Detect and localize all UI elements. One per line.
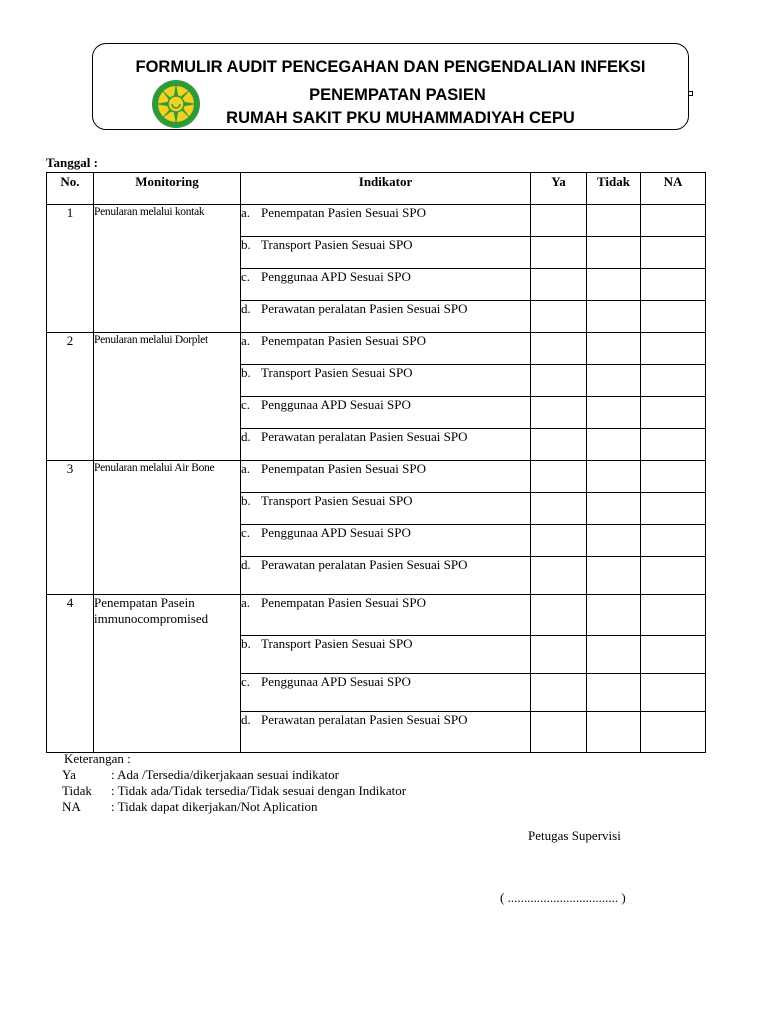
indikator-text: Penempatan Pasien Sesuai SPO bbox=[261, 595, 427, 610]
legend-key: NA bbox=[62, 799, 81, 814]
legend-title: Keterangan : bbox=[64, 751, 131, 766]
monitoring-cell: Penularan melalui Air Bone bbox=[94, 461, 241, 595]
legend-text: : Tidak dapat dikerjakan/Not Aplication bbox=[111, 799, 318, 814]
audit-table bbox=[46, 172, 706, 753]
indikator-text: Penggunaa APD Sesuai SPO bbox=[261, 397, 411, 412]
monitoring-cell: Penularan melalui Dorplet bbox=[94, 333, 241, 461]
col-header-monitoring: Monitoring bbox=[94, 173, 241, 205]
check-cell-ya[interactable] bbox=[531, 269, 587, 301]
check-cell-ya[interactable] bbox=[531, 301, 587, 333]
indikator-letter: d. bbox=[241, 301, 251, 316]
hospital-name: RUMAH SAKIT PKU MUHAMMADIYAH CEPU bbox=[226, 109, 575, 127]
check-cell-na[interactable] bbox=[641, 429, 706, 461]
indikator-letter: b. bbox=[241, 237, 251, 252]
indikator-text: Penempatan Pasien Sesuai SPO bbox=[261, 205, 427, 220]
indikator-cell bbox=[241, 333, 531, 365]
indikator-letter: c. bbox=[241, 397, 251, 412]
check-cell-ya[interactable] bbox=[531, 205, 587, 237]
check-cell-ya[interactable] bbox=[531, 397, 587, 429]
legend-key: Tidak bbox=[62, 783, 92, 798]
check-cell-ya[interactable] bbox=[531, 525, 587, 557]
check-cell-tidak[interactable] bbox=[587, 636, 641, 674]
indikator-cell bbox=[241, 365, 531, 397]
col-header-na: NA bbox=[641, 173, 706, 205]
check-cell-na[interactable] bbox=[641, 525, 706, 557]
indikator-cell bbox=[241, 205, 531, 237]
indikator-cell bbox=[241, 636, 531, 674]
check-cell-tidak[interactable] bbox=[587, 365, 641, 397]
header-corner-mark bbox=[688, 91, 693, 96]
check-cell-ya[interactable] bbox=[531, 333, 587, 365]
check-cell-na[interactable] bbox=[641, 461, 706, 493]
indikator-letter: b. bbox=[241, 493, 251, 508]
check-cell-na[interactable] bbox=[641, 301, 706, 333]
check-cell-ya[interactable] bbox=[531, 557, 587, 595]
legend-row bbox=[62, 799, 406, 815]
indikator-cell bbox=[241, 269, 531, 301]
legend-row bbox=[62, 783, 406, 799]
check-cell-tidak[interactable] bbox=[587, 237, 641, 269]
check-cell-tidak[interactable] bbox=[587, 557, 641, 595]
indikator-letter: c. bbox=[241, 674, 251, 689]
table-row bbox=[47, 205, 706, 237]
form-title: FORMULIR AUDIT PENCEGAHAN DAN PENGENDALIAN INFEKSI bbox=[135, 58, 646, 76]
check-cell-na[interactable] bbox=[641, 333, 706, 365]
check-cell-na[interactable] bbox=[641, 269, 706, 301]
row-number: 4 bbox=[47, 595, 94, 753]
check-cell-na[interactable] bbox=[641, 365, 706, 397]
legend-text: : Tidak ada/Tidak tersedia/Tidak sesuai dengan Indikator bbox=[111, 783, 407, 798]
col-header-indikator: Indikator bbox=[241, 173, 531, 205]
indikator-text: Penggunaa APD Sesuai SPO bbox=[261, 269, 411, 284]
check-cell-ya[interactable] bbox=[531, 595, 587, 636]
check-cell-tidak[interactable] bbox=[587, 461, 641, 493]
check-cell-tidak[interactable] bbox=[587, 493, 641, 525]
indikator-text: Penempatan Pasien Sesuai SPO bbox=[261, 333, 427, 348]
indikator-letter: a. bbox=[241, 205, 251, 220]
check-cell-na[interactable] bbox=[641, 205, 706, 237]
check-cell-na[interactable] bbox=[641, 636, 706, 674]
check-cell-na[interactable] bbox=[641, 557, 706, 595]
indikator-text: Perawatan peralatan Pasien Sesuai SPO bbox=[261, 429, 468, 444]
indikator-letter: a. bbox=[241, 333, 251, 348]
legend bbox=[62, 751, 406, 815]
indikator-cell bbox=[241, 237, 531, 269]
indikator-cell bbox=[241, 301, 531, 333]
indikator-cell bbox=[241, 595, 531, 636]
check-cell-tidak[interactable] bbox=[587, 525, 641, 557]
legend-text: : Ada /Tersedia/dikerjakaan sesuai indikator bbox=[111, 767, 339, 782]
check-cell-na[interactable] bbox=[641, 712, 706, 753]
check-cell-ya[interactable] bbox=[531, 461, 587, 493]
check-cell-na[interactable] bbox=[641, 674, 706, 712]
hospital-logo-icon bbox=[151, 79, 201, 129]
indikator-letter: c. bbox=[241, 525, 251, 540]
col-header-no: No. bbox=[47, 173, 94, 205]
form-subtitle: PENEMPATAN PASIEN bbox=[309, 86, 486, 104]
monitoring-cell: Penempatan Pasein immunocompromised bbox=[94, 595, 241, 753]
indikator-cell bbox=[241, 397, 531, 429]
indikator-cell bbox=[241, 493, 531, 525]
row-number: 2 bbox=[47, 333, 94, 461]
check-cell-na[interactable] bbox=[641, 493, 706, 525]
check-cell-tidak[interactable] bbox=[587, 301, 641, 333]
col-header-ya: Ya bbox=[531, 173, 587, 205]
indikator-letter: b. bbox=[241, 636, 251, 651]
check-cell-ya[interactable] bbox=[531, 493, 587, 525]
indikator-text: Transport Pasien Sesuai SPO bbox=[261, 237, 413, 252]
monitoring-cell: Penularan melalui kontak bbox=[94, 205, 241, 333]
indikator-letter: c. bbox=[241, 269, 251, 284]
indikator-text: Penggunaa APD Sesuai SPO bbox=[261, 525, 411, 540]
indikator-text: Perawatan peralatan Pasien Sesuai SPO bbox=[261, 712, 468, 727]
date-label: Tanggal : bbox=[46, 155, 98, 170]
indikator-text: Penempatan Pasien Sesuai SPO bbox=[261, 461, 427, 476]
check-cell-ya[interactable] bbox=[531, 365, 587, 397]
table-row bbox=[47, 595, 706, 636]
indikator-cell bbox=[241, 674, 531, 712]
indikator-text: Transport Pasien Sesuai SPO bbox=[261, 636, 413, 651]
indikator-letter: d. bbox=[241, 712, 251, 727]
check-cell-na[interactable] bbox=[641, 237, 706, 269]
check-cell-tidak[interactable] bbox=[587, 712, 641, 753]
check-cell-tidak[interactable] bbox=[587, 674, 641, 712]
indikator-text: Transport Pasien Sesuai SPO bbox=[261, 365, 413, 380]
indikator-cell bbox=[241, 712, 531, 753]
table-row bbox=[47, 461, 706, 493]
check-cell-ya[interactable] bbox=[531, 429, 587, 461]
indikator-text: Perawatan peralatan Pasien Sesuai SPO bbox=[261, 301, 468, 316]
row-number: 1 bbox=[47, 205, 94, 333]
legend-row bbox=[62, 767, 406, 783]
check-cell-ya[interactable] bbox=[531, 237, 587, 269]
check-cell-tidak[interactable] bbox=[587, 333, 641, 365]
indikator-letter: b. bbox=[241, 365, 251, 380]
indikator-letter: a. bbox=[241, 595, 251, 610]
check-cell-tidak[interactable] bbox=[587, 397, 641, 429]
check-cell-ya[interactable] bbox=[531, 636, 587, 674]
row-number: 3 bbox=[47, 461, 94, 595]
check-cell-tidak[interactable] bbox=[587, 205, 641, 237]
indikator-text: Transport Pasien Sesuai SPO bbox=[261, 493, 413, 508]
check-cell-na[interactable] bbox=[641, 397, 706, 429]
check-cell-ya[interactable] bbox=[531, 712, 587, 753]
indikator-text: Penggunaa APD Sesuai SPO bbox=[261, 674, 411, 689]
check-cell-ya[interactable] bbox=[531, 674, 587, 712]
indikator-cell bbox=[241, 525, 531, 557]
signature-line: ( .................................. ) bbox=[500, 890, 626, 905]
indikator-letter: d. bbox=[241, 557, 251, 572]
check-cell-tidak[interactable] bbox=[587, 429, 641, 461]
indikator-letter: a. bbox=[241, 461, 251, 476]
supervisor-title: Petugas Supervisi bbox=[528, 828, 621, 843]
indikator-text: Perawatan peralatan Pasien Sesuai SPO bbox=[261, 557, 468, 572]
legend-key: Ya bbox=[62, 767, 76, 782]
indikator-cell bbox=[241, 557, 531, 595]
indikator-cell bbox=[241, 429, 531, 461]
check-cell-tidak[interactable] bbox=[587, 595, 641, 636]
indikator-cell bbox=[241, 461, 531, 493]
check-cell-na[interactable] bbox=[641, 595, 706, 636]
check-cell-tidak[interactable] bbox=[587, 269, 641, 301]
col-header-tidak: Tidak bbox=[587, 173, 641, 205]
table-row bbox=[47, 333, 706, 365]
indikator-letter: d. bbox=[241, 429, 251, 444]
